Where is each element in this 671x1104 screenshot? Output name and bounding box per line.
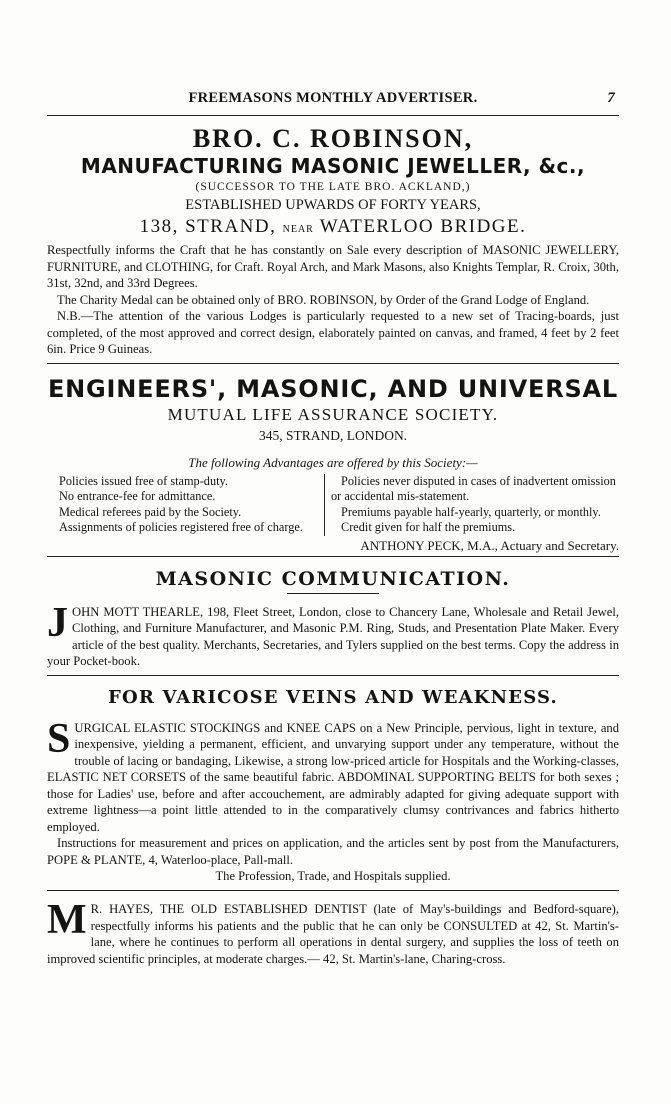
varicose-advertisement <box>47 686 619 886</box>
robinson-successor: (SUCCESSOR TO THE LATE BRO. ACKLAND,) <box>195 181 471 193</box>
address-street: 138, STRAND, <box>139 216 277 237</box>
society-subtitle: MUTUAL LIFE ASSURANCE SOCIETY. <box>167 404 499 424</box>
page-content <box>47 87 619 967</box>
robinson-name: BRO. C. ROBINSON, <box>192 124 474 153</box>
dentist-text: R. HAYES, THE OLD ESTABLISHED DENTIST (late of May's-buildings and Bedford-square), respectfully informs his patients and the public that he can only be CONSULTED at 42, St. Martin's-lane, where he continues to perform all operations in dental surgery, and supplies the loss of teeth on improved scientific principles, at moderate charges.— 42, St. Martin's-lane, Charing-cross. <box>47 902 619 966</box>
robinson-paragraph-2: The Charity Medal can be obtained only of BRO. ROBINSON, by Order of the Grand Lodge of England. <box>57 292 590 307</box>
robinson-advertisement <box>47 124 619 358</box>
varicose-body <box>47 720 619 886</box>
robinson-address <box>47 215 619 242</box>
short-rule <box>287 593 379 594</box>
varicose-text-2: Instructions for measurement and prices on application, and the articles sent by post from the Manufacturers, POPE & PLANTE, 4, Waterloo-place, Pall-mall. <box>47 836 619 867</box>
page-number: 7 <box>607 90 615 106</box>
address-near: NEAR <box>282 224 314 235</box>
robinson-trade: MANUFACTURING MASONIC JEWELLER, &c., <box>80 154 586 178</box>
advantage-item: Premiums payable half-yearly, quarterly, or monthly. <box>341 504 601 519</box>
dropcap-m: M <box>47 901 87 944</box>
robinson-paragraph-3: N.B.—The attention of the various Lodges is particularly requested to a new set of Tracing-boards, just completed, of the most approved and correct design, elaborately painted on canvas, and framed, 4 feet by 2 feet 6in. Price 9 Guineas. <box>47 309 619 356</box>
communication-advertisement <box>47 567 619 670</box>
communication-title: MASONIC COMMUNICATION. <box>155 567 511 590</box>
society-title: ENGINEERS', MASONIC, AND UNIVERSAL <box>47 374 619 403</box>
society-signature: ANTHONY PECK, M.A., Actuary and Secretary. <box>360 537 619 553</box>
advantage-item: Policies issued free of stamp-duty. <box>59 473 228 488</box>
advantage-item: Policies never disputed in cases of inadvertent omission or accidental mis-statement. <box>331 473 616 504</box>
dropcap-s: S <box>47 719 71 762</box>
header-rule <box>47 115 619 116</box>
separator-rule <box>47 675 619 676</box>
communication-text: OHN MOTT THEARLE, 198, Fleet Street, London, close to Chancery Lane, Wholesale and Retail Jewel, Clothing, and Furniture Manufacturer, and Masonic P.M. Ring, Studs, and Presentation Plate Maker. Every article of the best quality. Merchants, Secretaries, and Tylers supplied on the best terms. Copy the address in your Pocket-book. <box>47 604 619 669</box>
robinson-paragraph-1: Respectfully informs the Craft that he has constantly on Sale every description of MASONIC JEWELLERY, FURNITURE, and CLOTHING, for Craft. Royal Arch, and Mark Masons, also Knights Templar, R. Croix, 30th, 31st, 32nd, and 33rd Degrees. <box>47 243 619 290</box>
varicose-footer: The Profession, Trade, and Hospitals supplied. <box>215 869 451 884</box>
robinson-established: ESTABLISHED UPWARDS OF FORTY YEARS, <box>185 197 481 213</box>
advantages-columns <box>47 474 619 536</box>
advantage-item: Credit given for half the premiums. <box>341 520 516 535</box>
separator-rule <box>47 363 619 364</box>
advantage-item: No entrance-fee for admittance. <box>59 489 216 504</box>
varicose-title: FOR VARICOSE VEINS AND WEAKNESS. <box>107 686 559 708</box>
address-bridge: WATERLOO BRIDGE. <box>319 216 527 237</box>
society-advertisement <box>47 374 619 554</box>
separator-rule <box>47 556 619 557</box>
advantage-item: Medical referees paid by the Society. <box>59 504 242 519</box>
dropcap-j: J <box>47 603 68 646</box>
running-head <box>47 87 619 109</box>
communication-body <box>47 604 619 670</box>
advantage-item: Assignments of policies registered free of charge. <box>59 520 303 535</box>
advantages-left-column <box>47 474 325 536</box>
dentist-advertisement <box>47 901 619 967</box>
society-advantages-heading: The following Advantages are offered by this Society:— <box>188 454 478 470</box>
varicose-text: URGICAL ELASTIC STOCKINGS and KNEE CAPS on a New Principle, pervious, light in texture, and inexpensive, yielding a permanent, efficient, and unvarying support under any temperature, without the trouble of lacing or bandaging, Likewise, a strong low-priced article for Hospitals and the Working-classes, ELASTIC NET CORSETS of the same beautiful fabric. ABDOMINAL SUPPORTING BELTS for both sexes ; those for Ladies' use, before and after accouchement, are admirably adapted for giving adequate support with extreme lightness—a point little attended to in the comparatively clumsy contrivances and fabrics hitherto employed. <box>47 720 619 834</box>
publication-title: FREEMASONS MONTHLY ADVERTISER. <box>188 90 478 106</box>
society-address: 345, STRAND, LONDON. <box>258 427 408 443</box>
separator-rule <box>47 890 619 891</box>
advantages-right-column <box>325 474 619 536</box>
